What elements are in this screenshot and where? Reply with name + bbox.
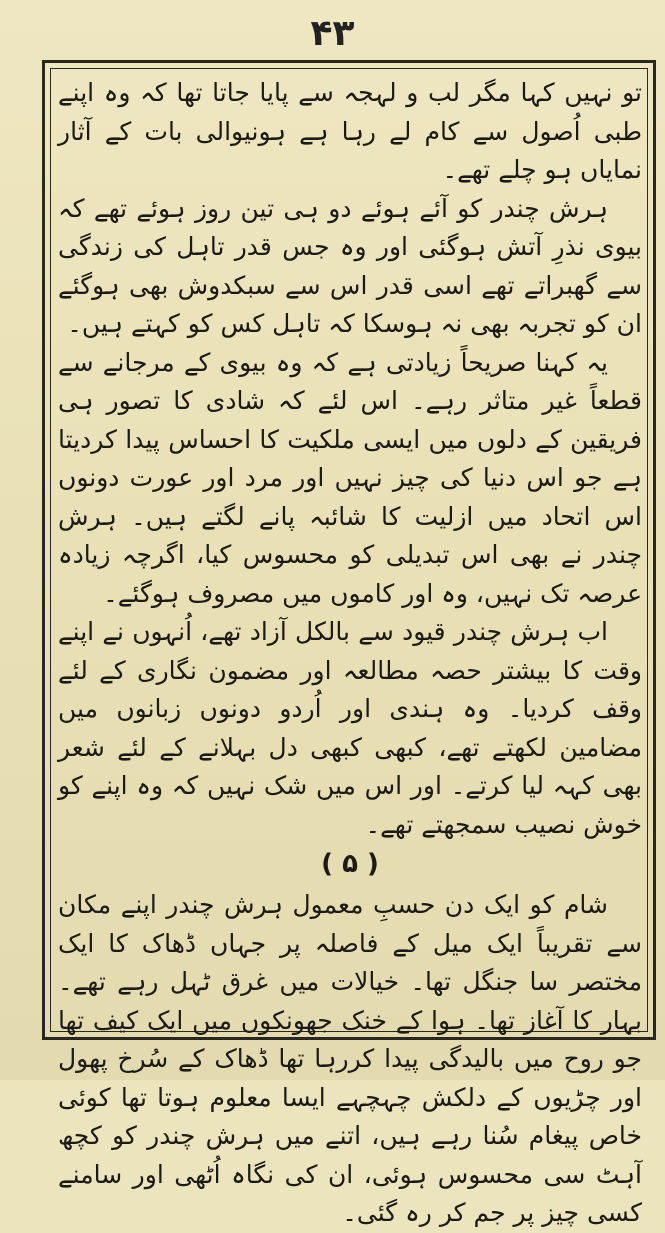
paragraph-1: تو نہیں کہا مگر لب و لہجہ سے پایا جاتا تھا کہ وہ اپنے طبی اُصول سے کام لے رہا ہے ہونیوالی بات کے آثار نمایاں ہو چلے تھے۔ bbox=[58, 78, 642, 184]
paragraph-3: یہ کہنا صریحاً زیادتی ہے کہ وہ بیوی کے مرجانے سے قطعاً غیر متاثر رہے۔ اس لئے کہ شادی کا تصور ہی فریقین کے دلوں میں ایسی ملکیت کا احساس پیدا کردیتا ہے جو اس دنیا کی چیز نہیں اور مرد اور عورت دونوں اس اتحاد میں ازلیت کا شائبہ پانے لگتے ہیں۔ ہرش چندر نے بھی اس تبدیلی کو محسوس کیا، اگرچہ زیادہ عرصہ تک نہیں، وہ اور کاموں میں مصروف ہوگئے۔ bbox=[58, 347, 642, 608]
paragraph-4: اب ہرش چندر قیود سے بالکل آزاد تھے، اُنہوں نے اپنے وقت کا بیشتر حصہ مطالعہ اور مضمون نگاری کے لئے وقف کردیا۔ وہ ہندی اور اُردو دونوں زبانوں میں مضامین لکھتے تھے، کبھی کبھی دل بہلانے کے لئے شعر بھی کہہ لیا کرتے۔ اور اس میں شک نہیں کہ وہ اپنے کو خوش نصیب سمجھتے تھے۔ bbox=[58, 617, 642, 839]
page-number: ۴۳ bbox=[310, 13, 355, 54]
urdu-text-block bbox=[58, 74, 642, 1227]
paragraph-2: ہرش چندر کو آئے ہوئے دو ہی تین روز ہوئے تھے کہ بیوی نذرِ آتش ہوگئی اور وہ جس قدر تاہل کی زندگی سے گھبراتے تھے اسی قدر اس سے سبکدوش بھی ہوگئے ان کو تجربہ بھی نہ ہوسکا کہ تاہل کس کو کہتے ہیں۔ bbox=[58, 193, 642, 338]
section-number-marker: ( ۵ ) bbox=[321, 849, 379, 879]
paragraph-5: شام کو ایک دن حسبِ معمول ہرش چندر اپنے مکان سے تقریباً ایک میل کے فاصلہ پر جہاں ڈھاک کا ایک مختصر سا جنگل تھا۔ خیالات میں غرق ٹہل رہے تھے۔ بہار کا آغاز تھا۔ ہوا کے خنک جھونکوں میں ایک کیف تھا جو روح میں بالیدگی پیدا کررہا تھا ڈھاک کے سُرخ پھول اور چڑیوں کے دلکش چہچہے ایسا معلوم ہوتا تھا کوئی خاص پیغام سُنا رہے ہیں، اتنے میں ہرش چندر کو کچھ آہٹ سی محسوس ہوئی، ان کی نگاہ اُٹھی اور سامنے کسی چیز پر جم کر رہ گئی۔ bbox=[58, 890, 642, 1227]
